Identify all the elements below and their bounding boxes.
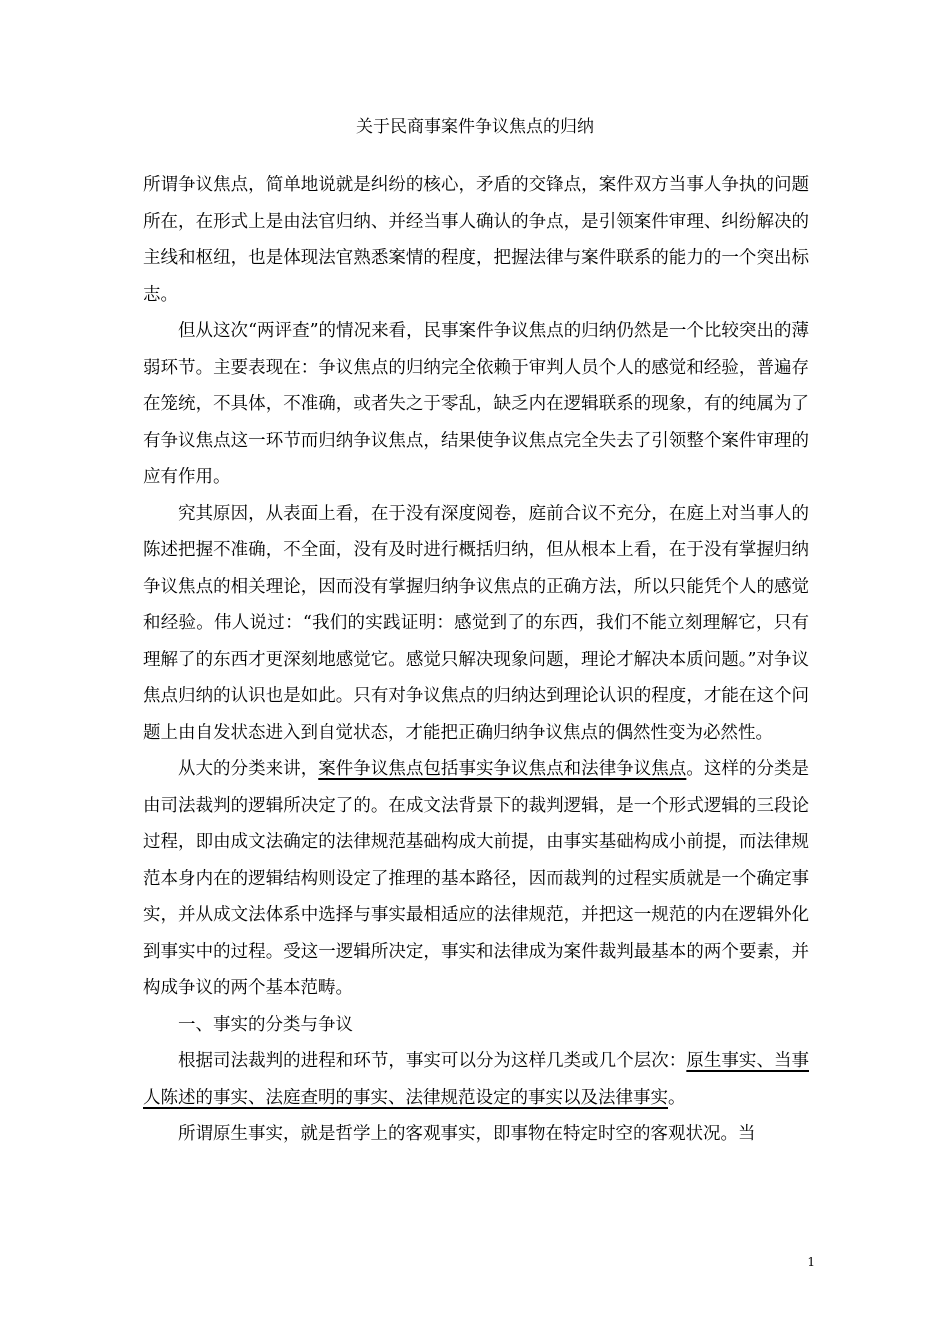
paragraph-classification-lead: 从大的分类来讲， [178, 759, 319, 779]
paragraph-problems: 但从这次“两评查”的情况来看，民事案件争议焦点的归纳仍然是一个比较突出的薄弱环节。主要表现在：争议焦点的归纳完全依赖于审判人员个人的感觉和经验，普遍存在笼统，不具体，不准确，或者失之于零乱，缺乏内在逻辑联系的现象，有的纯属为了有争议焦点这一环节而归纳争议焦点，结果使争议焦点完全失去了引领整个案件审理的应有作用。 [143, 321, 809, 487]
paragraph-fact-types-end: 。 [668, 1087, 686, 1108]
section-heading-facts: 一、事实的分类与争议 [178, 1014, 353, 1035]
paragraph-causes: 究其原因，从表面上看，在于没有深度阅卷，庭前合议不充分，在庭上对当事人的陈述把握不准确，不全面，没有及时进行概括归纳，但从根本上看，在于没有掌握归纳争议焦点的相关理论，因而没有掌握归纳争议焦点的正确方法，所以只能凭个人的感觉和经验。伟人说过：“我们的实践证明：感觉到了的东西，我们不能立刻理解它，只有理解了的东西才更深刻地感觉它。感觉只解决现象问题，理论才解决本质问题。”对争议焦点归纳的认识也是如此。只有对争议焦点的归纳达到理论认识的程度，才能在这个问题上由自发状态进入到自觉状态，才能把正确归纳争议焦点的偶然性变为必然性。 [143, 503, 809, 743]
paragraph-original-facts: 所谓原生事实，就是哲学上的客观事实，即事物在特定时空的客观状况。当 [178, 1124, 756, 1144]
underlined-phrase-classification: 案件争议焦点包括事实争议焦点和法律争议焦点 [318, 759, 687, 779]
underlined-phrase-fact-types: 原生事实、当事人陈述的事实、法庭查明的事实、法律规范设定的事实以及法律事实 [143, 1051, 809, 1108]
document-body [143, 167, 809, 1153]
paragraph-definition: 所谓争议焦点，简单地说就是纠纷的核心，矛盾的交锋点，案件双方当事人争执的问题所在，在形式上是由法官归纳、并经当事人确认的争点，是引领案件审理、纠纷解决的主线和枢纽，也是体现法官熟悉案情的程度，把握法律与案件联系的能力的一个突出标志。 [143, 175, 809, 305]
paragraph-classification-rest: 。这样的分类是由司法裁判的逻辑所决定了的。在成文法背景下的裁判逻辑，是一个形式逻辑的三段论过程，即由成文法确定的法律规范基础构成大前提，由事实基础构成小前提，而法律规范本身内在的逻辑结构则设定了推理的基本路径，因而裁判的过程实质就是一个确定事实，并从成文法体系中选择与事实最相适应的法律规范，并把这一规范的内在逻辑外化到事实中的过程。受这一逻辑所决定，事实和法律成为案件裁判最基本的两个要素，并构成争议的两个基本范畴。 [143, 759, 810, 998]
document-title: 关于民商事案件争议焦点的归纳 [356, 117, 594, 137]
paragraph-fact-types [143, 1043, 809, 1116]
paragraph-fact-types-lead: 根据司法裁判的进程和环节，事实可以分为这样几类或几个层次： [178, 1051, 687, 1071]
page-number: 1 [807, 1255, 815, 1269]
paragraph-classification [143, 751, 809, 1007]
